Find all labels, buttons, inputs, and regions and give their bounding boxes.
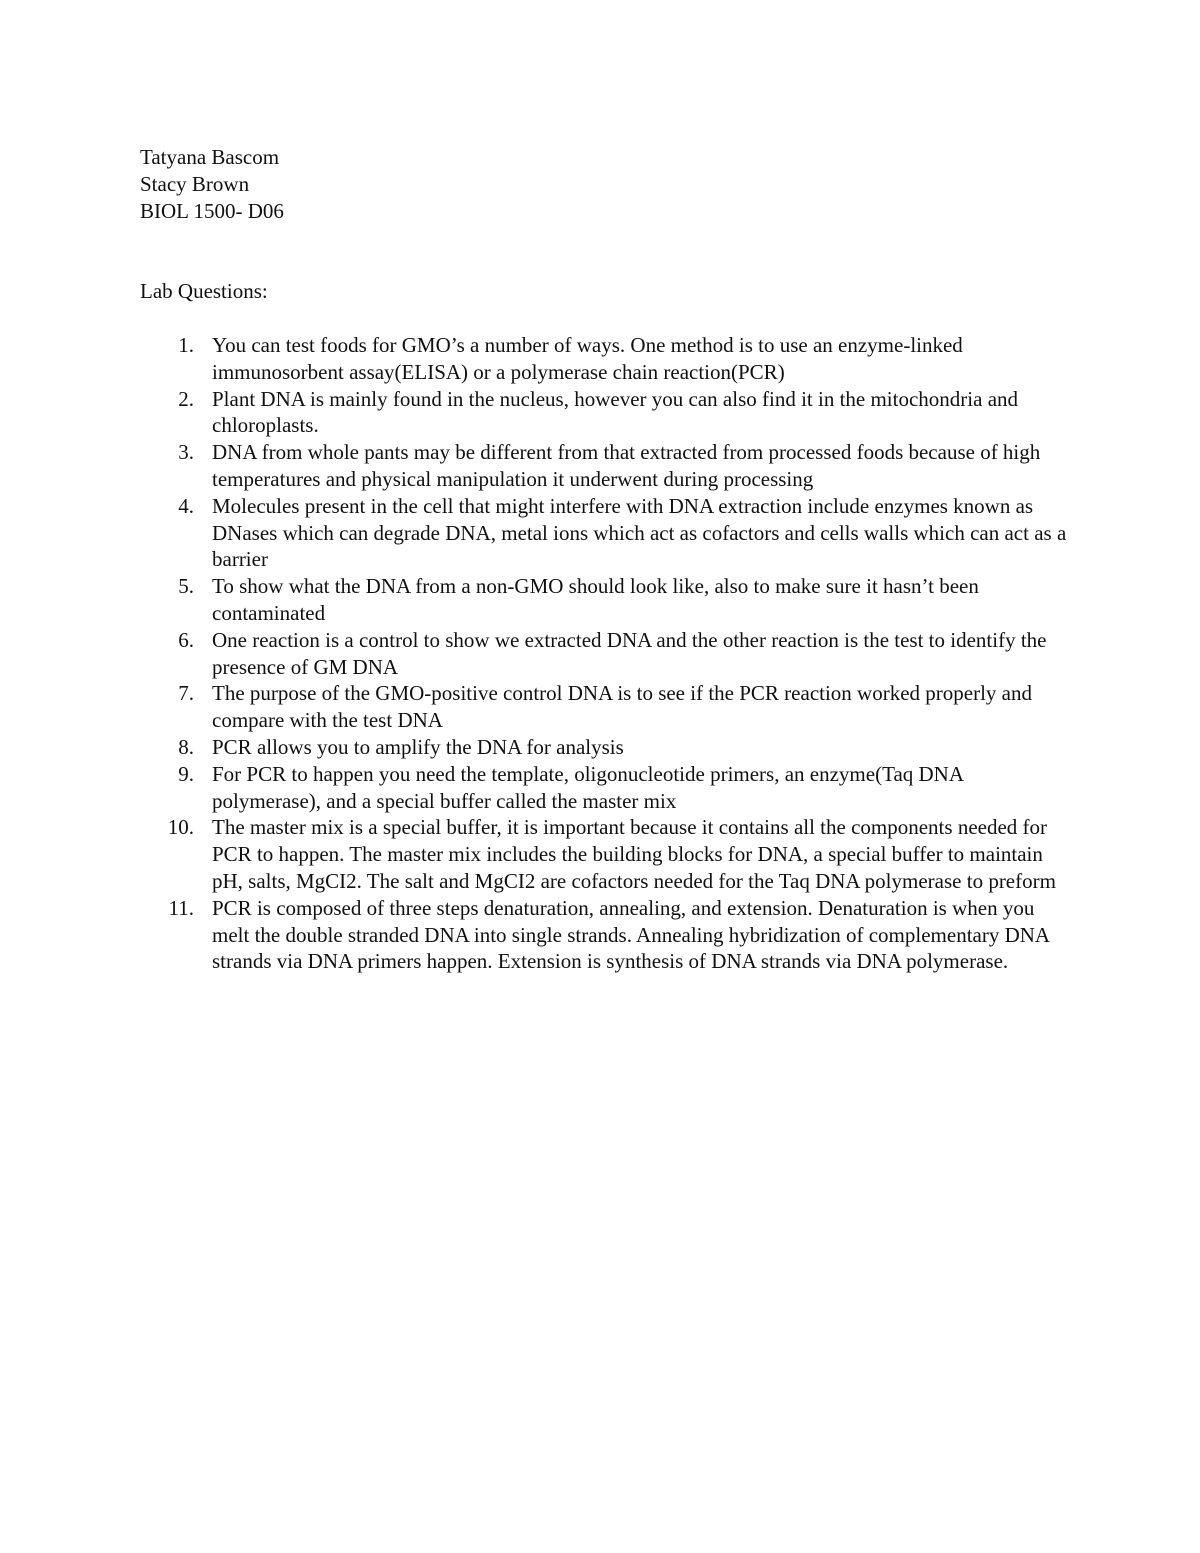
list-item-text: To show what the DNA from a non-GMO should look like, also to make sure it hasn’t been contaminated <box>212 574 979 625</box>
list-item-text: The master mix is a special buffer, it is important because it contains all the components needed for PCR to happen. The master mix includes the building blocks for DNA, a special buffer to maintain pH, salts, MgCI2. The salt and MgCI2 are cofactors needed for the Taq DNA polymerase to preform <box>212 815 1056 893</box>
list-item-text: Molecules present in the cell that might interfere with DNA extraction include enzymes known as DNases which can degrade DNA, metal ions which act as cofactors and cells walls which can act as a barrier <box>212 493 1067 572</box>
list-item-number: 9. <box>178 761 194 786</box>
list-item <box>140 761 1070 815</box>
list-item-number: 4. <box>178 493 194 518</box>
list-item-number: 10. <box>167 815 194 840</box>
list-item <box>140 895 1070 975</box>
list-item-number: 1. <box>178 333 194 357</box>
list-item-number: 7. <box>178 681 194 706</box>
list-item <box>140 332 1070 386</box>
document-header <box>140 144 284 224</box>
answers-list <box>140 332 1070 975</box>
list-item-number: 6. <box>178 627 194 652</box>
list-item-text: For PCR to happen you need the template, oligonucleotide primers, an enzyme(Taq DNA polymerase), and a special buffer called the master mix <box>212 761 963 813</box>
list-item-text: You can test foods for GMO’s a number of ways. One method is to use an enzyme-linked immunosorbent assay(ELISA) or a polymerase chain reaction(PCR) <box>212 333 963 384</box>
list-item <box>140 627 1070 681</box>
student-name: Tatyana Bascom <box>140 145 280 169</box>
list-item-number: 2. <box>178 386 194 411</box>
list-item <box>140 680 1070 734</box>
list-item-number: 5. <box>178 574 194 599</box>
list-item-number: 8. <box>178 734 194 759</box>
list-item <box>140 493 1070 573</box>
list-item-text: One reaction is a control to show we extracted DNA and the other reaction is the test to identify the presence of GM DNA <box>212 627 1047 679</box>
section-title: Lab Questions: <box>140 279 268 303</box>
list-item-text: PCR is composed of three steps denaturation, annealing, and extension. Denaturation is when you melt the double stranded DNA into single strands. Annealing hybridization of complementary DNA strands via DNA primers happen. Extension is synthesis of DNA strands via DNA polymerase. <box>212 895 1049 974</box>
list-item-text: The purpose of the GMO-positive control DNA is to see if the PCR reaction worked properly and compare with the test DNA <box>212 681 1032 733</box>
list-item <box>140 573 1070 627</box>
list-item-number: 11. <box>168 895 194 920</box>
list-item <box>140 734 1070 761</box>
list-item-text: DNA from whole pants may be different from that extracted from processed foods because of high temperatures and physical manipulation it underwent during processing <box>212 440 1041 491</box>
list-item-text: Plant DNA is mainly found in the nucleus, however you can also find it in the mitochondria and chloroplasts. <box>212 386 1019 438</box>
course-code: BIOL 1500- D06 <box>140 198 284 223</box>
list-item <box>140 814 1070 894</box>
list-item-number: 3. <box>178 440 194 465</box>
instructor-name: Stacy Brown <box>140 171 250 196</box>
list-item <box>140 439 1070 493</box>
list-item <box>140 386 1070 440</box>
list-item-text: PCR allows you to amplify the DNA for analysis <box>212 734 624 759</box>
